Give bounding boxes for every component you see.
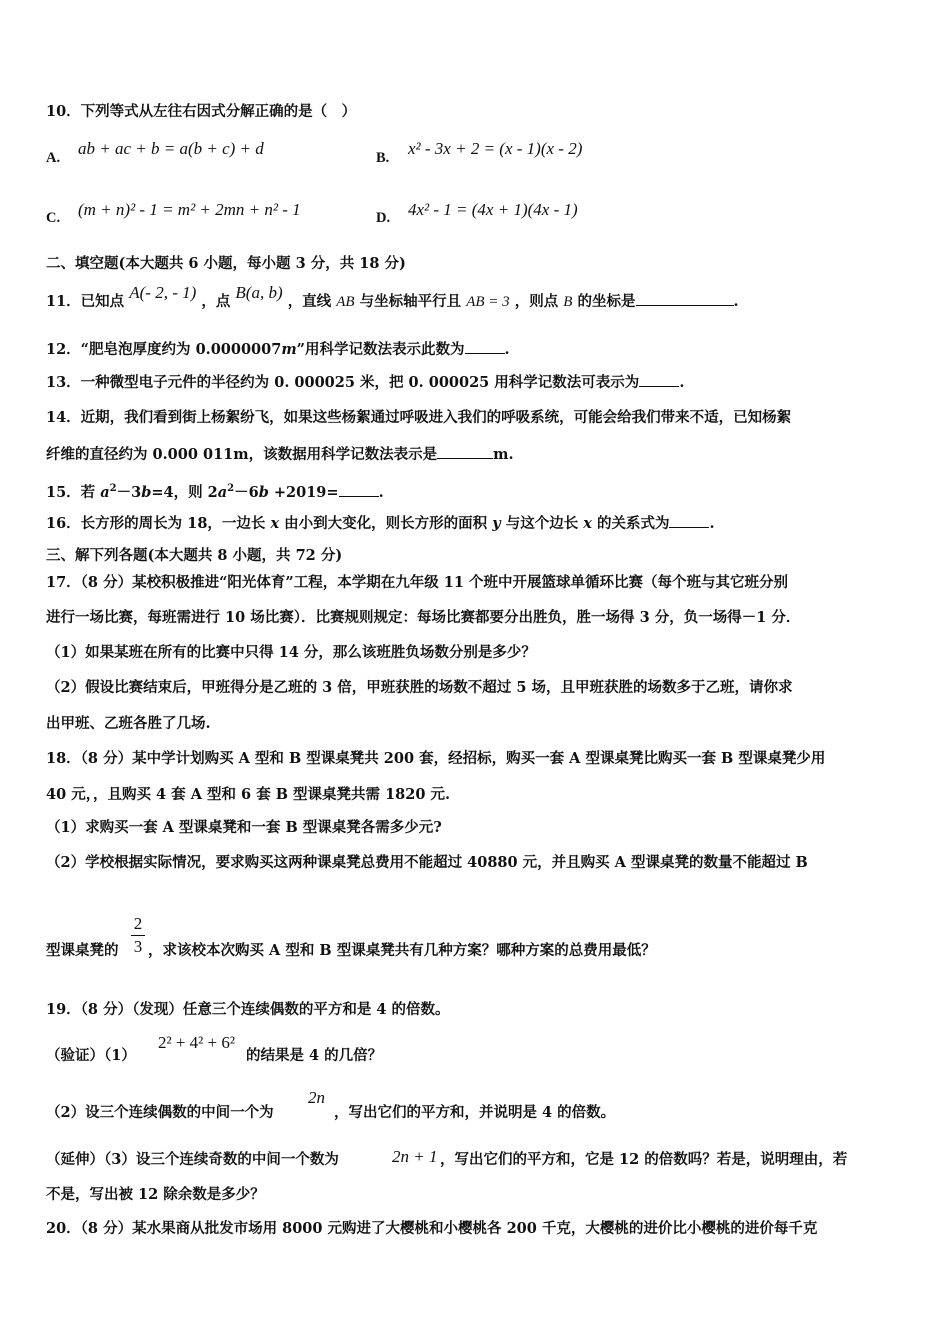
q15-exp-1: 2 — [109, 483, 117, 494]
q16-line — [46, 513, 715, 534]
q19-verify-1: （验证）（1） — [46, 1047, 136, 1064]
q16-var-y: y — [492, 515, 501, 532]
q11-line — [46, 283, 739, 312]
q19-verify-2-tail: ，写出它们的平方和，并说明是 4 的倍数。 — [334, 1104, 616, 1121]
q18-fraction-denominator: 3 — [133, 937, 143, 956]
q10-stem: 10．下列等式从左往右因式分解正确的是（ ） — [46, 103, 357, 120]
section2-heading: 二、填空题(本大题共 6 小题，每小题 3 分，共 18 分) — [46, 255, 406, 272]
q20-line1: 20．（8 分）某水果商从批发市场用 8000 元购进了大樱桃和小樱桃各 200 千克，大樱桃的进价比小樱桃的进价每千克 — [46, 1220, 818, 1237]
q11-answer-blank — [636, 291, 734, 306]
q12-unit: m — [281, 341, 297, 358]
q13-end: . — [679, 374, 685, 391]
q18-sub1: （1）求购买一套 A 型课桌凳和一套 B 型课桌凳各需多少元? — [46, 819, 442, 836]
q18-fraction — [131, 914, 145, 957]
q18-fraction-numerator: 2 — [133, 914, 143, 933]
section3-heading: 三、解下列各题(本大题共 8 小题，共 72 分) — [46, 547, 343, 564]
q16-end: . — [709, 515, 715, 532]
q16-var-x2: x — [583, 515, 592, 532]
q15-text-2: －3 — [116, 483, 142, 501]
q13-text: 13．一种微型电子元件的半径约为 0. 000025 米，把 0. 000025 用科学记数法可表示为 — [46, 374, 640, 391]
q15-line — [46, 479, 384, 503]
q18-sub2b-pre: 型课桌凳的 — [46, 942, 119, 959]
q19-verify-1-tail: 的结果是 4 的几倍？ — [246, 1047, 383, 1064]
q18-line2: 40 元，，且购买 4 套 A 型和 6 套 B 型课桌凳共需 1820 元. — [46, 786, 451, 803]
q14-text: 纤维的直径约为 0.000 011m，该数据用科学记数法表示是 — [46, 446, 438, 463]
q19-line1: 19．（8 分）（发现）任意三个连续偶数的平方和是 4 的倍数。 — [46, 1001, 450, 1018]
q15-var-b2: b — [258, 483, 269, 501]
q13-line — [46, 372, 684, 393]
q15-text-3: =4，则 2 — [151, 483, 218, 501]
q10-option-c-label: C. — [46, 210, 61, 226]
q11-point-b: B(a, b) — [235, 283, 283, 302]
q19-extend-1-expr: 2n + 1 — [392, 1147, 438, 1166]
q12-answer-blank — [465, 339, 505, 354]
q18-line1: 18．（8 分）某中学计划购买 A 型和 B 型课桌凳共 200 套，经招标，购买一套 A 型课桌凳比购买一套 B 型课桌凳少用 — [46, 750, 826, 767]
q15-var-a2: a — [217, 483, 228, 501]
q15-text-5: +2019= — [268, 483, 339, 501]
q14-unit: m. — [493, 446, 514, 463]
q16-text-4: 的关系式为 — [591, 515, 670, 532]
q18-sub2a: （2）学校根据实际情况，要求购买这两种课桌凳总费用不能超过 40880 元，并且购买 A 型课桌凳的数量不能超过 B — [46, 854, 808, 871]
q10-option-a-expr: ab + ac + b = a(b + c) + d — [78, 139, 264, 158]
q12-end: . — [504, 341, 510, 358]
q14-line1: 14．近期，我们看到街上杨絮纷飞，如果这些杨絮通过呼吸进入我们的呼吸系统，可能会给我们带来不适，已知杨絮 — [46, 409, 792, 426]
q16-text-3: 与这个边长 — [500, 515, 584, 532]
q10-option-d-expr: 4x² - 1 = (4x + 1)(4x - 1) — [408, 200, 578, 219]
q14-answer-blank — [437, 444, 493, 459]
q17-line2: 进行一场比赛，每班需进行 10 场比赛）．比赛规则规定：每场比赛都要分出胜负，胜一场得 3 分，负一场得－1 分． — [46, 609, 801, 626]
q19-verify-2: （2）设三个连续偶数的中间一个为 — [46, 1104, 274, 1121]
q10-option-b-expr: x² - 3x + 2 = (x - 1)(x - 2) — [408, 139, 583, 158]
q11-ab-length: AB = 3 — [466, 294, 510, 310]
q17-sub1: （1）如果某班在所有的比赛中只得 14 分，那么该班胜负场数分别是多少？ — [46, 644, 536, 661]
q15-answer-blank — [339, 482, 379, 497]
q17-sub2a: （2）假设比赛结束后，甲班得分是乙班的 3 倍，甲班获胜的场数不超过 5 场，且甲班获胜的场数多于乙班，请你求 — [46, 679, 793, 696]
q18-sub2b-post: ，求该校本次购买 A 型和 B 型课桌凳共有几种方案？哪种方案的总费用最低？ — [148, 942, 656, 959]
q10-option-a-label: A. — [46, 150, 61, 166]
q12-text-1: 12．“肥皂泡厚度约为 0.0000007 — [46, 341, 282, 358]
q11-line-ab: AB — [336, 294, 355, 310]
q15-exp-2: 2 — [227, 483, 235, 494]
q11-text-3: ，直线 — [287, 293, 332, 310]
q10-option-b-label: B. — [376, 150, 390, 166]
q16-text-2: 由小到大变化，则长方形的面积 — [279, 515, 493, 532]
q11-text-5: ，则点 — [514, 293, 559, 310]
q16-var-x: x — [270, 515, 280, 532]
q19-verify-1-expr: 2² + 4² + 6² — [158, 1033, 235, 1052]
q12-text-2: ”用科学记数法表示此数为 — [296, 341, 465, 358]
q11-text-1: 11．已知点 — [46, 293, 125, 310]
q15-end: . — [378, 483, 384, 501]
q15-var-b: b — [141, 483, 152, 501]
q11-text-4: 与坐标轴平行且 — [359, 293, 462, 310]
q11-point-b-ref: B — [563, 294, 573, 310]
q11-text-2: ，点 — [201, 293, 231, 310]
q11-point-a: A(- 2, - 1) — [129, 283, 197, 302]
q11-end: . — [733, 293, 739, 310]
q17-sub2b: 出甲班、乙班各胜了几场. — [46, 715, 211, 732]
q15-var-a: a — [100, 483, 110, 501]
q14-line2 — [46, 444, 514, 465]
q19-extend-1: （延伸）（3）设三个连续奇数的中间一个数为 — [46, 1151, 339, 1168]
q15-text-4: －6 — [234, 483, 259, 501]
q19-extend-1-tail: ，写出它们的平方和，它是 12 的倍数吗？若是，说明理由，若 — [440, 1151, 848, 1168]
q15-text-1: 15．若 — [46, 483, 101, 501]
q19-verify-2-expr: 2n — [308, 1088, 325, 1107]
q10-option-d-label: D. — [376, 210, 391, 226]
q12-line — [46, 339, 510, 360]
q10-option-c-expr: (m + n)² - 1 = m² + 2mn + n² - 1 — [78, 200, 301, 219]
q16-answer-blank — [669, 513, 709, 528]
q18-fraction-bar — [131, 935, 145, 936]
q16-text-1: 16．长方形的周长为 18，一边长 — [46, 515, 271, 532]
q11-text-6: 的坐标是 — [577, 293, 636, 310]
q13-answer-blank — [639, 372, 679, 387]
q19-extend-2: 不是，写出被 12 除余数是多少？ — [46, 1186, 265, 1203]
q17-line1: 17．（8 分）某校积极推进“阳光体育”工程，本学期在九年级 11 个班中开展篮球单循环比赛（每个班与其它班分别 — [46, 574, 789, 591]
